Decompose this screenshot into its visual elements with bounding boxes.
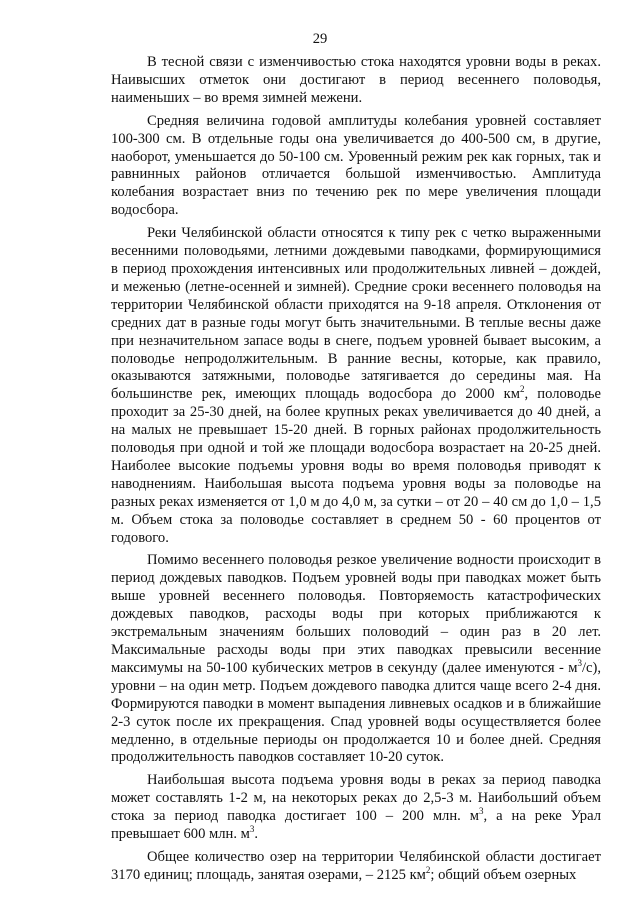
paragraph xyxy=(111,849,601,885)
text-run: Наибольшая высота подъема уровня воды в реках за период паводка может составлять 1-2 м, на некоторых реках до 2,5-3 м. Наибольший объем стока за период паводка достигает 100 – 200 млн. м xyxy=(111,772,601,825)
body-text xyxy=(111,54,601,885)
text-run: Реки Челябинской области относятся к типу рек с четко выраженными весенними половодьями, летними дождевыми паводками, формирующимися в период прохождения интенсивных или продолжительных ливней – дождей, и меженью (летне-осенней и зимней). Средние сроки весеннего половодья на территории Челябинской области приходятся на 9-18 апреля. Отклонения от средних дат в разные годы могут быть значительными. В теплые весны даже при незначительном запасе воды в снеге, подъем уровней бывает высоким, а половодье непродолжительным. В ранние весны, которые, как правило, оказываются затяжными, половодье затягивается до середины мая. На большинстве рек, имеющих площадь водосбора до 2000 км xyxy=(111,225,601,403)
text-run: /с), уровни – на один метр. Подъем дождевого паводка длится чаще всего 2-4 дня. Формируются паводки в момент выпадения ливневых осадков и в ближайшие 2-3 суток после их прекращения. Спад уровней воды осуществляется более медленно, в отдельные периоды он продолжается 10 и более дней. Средняя продолжительность паводков составляет 10-20 суток. xyxy=(111,659,601,766)
text-run: , а на реке Урал превышает 600 млн. м xyxy=(111,808,601,843)
text-run: Средняя величина годовой амплитуды колебания уровней составляет 100-300 см. В отдельные годы она увеличивается до 400-500 см, в другие, наоборот, уменьшается до 50-100 см. Уровенный режим рек как горных, так и равнинных районов отличается большой изменчивостью. Амплитуда колебания возрастает вниз по течению рек по мере увеличения площади водосбора. xyxy=(111,112,601,219)
paragraph xyxy=(111,552,601,767)
text-run: Общее количество озер на территории Челябинской области достигает 3170 единиц; площадь, занятая озерами, – 2125 км xyxy=(111,848,601,883)
superscript: 2 xyxy=(425,865,431,876)
paragraph xyxy=(111,225,601,547)
paragraph xyxy=(111,54,601,108)
page-number: 29 xyxy=(312,31,328,47)
superscript: 3 xyxy=(577,658,582,669)
text-run: . xyxy=(254,826,259,843)
text-run: В тесной связи с изменчивостью стока находятся уровни воды в реках. Наивысших отметок они достигают в период весеннего половодья, наименьших – во время зимней межени. xyxy=(111,54,601,106)
superscript: 3 xyxy=(479,806,484,817)
paragraph xyxy=(111,772,601,844)
text-run: ; общий объем озерных xyxy=(430,866,577,883)
text-run: , половодье проходит за 25-30 дней, на более крупных реках увеличивается до 40 дней, а на малых не превышает 15-20 дней. В горных районах продолжительность половодья при одной и той же площади водосбора возрастает на 20-25 дней. Наиболее высокие подъемы уровня воды во время половодья приводят к наводнениям. Наибольшая высота подъема уровня воды за половодье на разных реках изменяется от 1,0 м до 4,0 м, за сутки – от 20 – 40 см до 1,0 – 1,5 м. Объем стока за половодье составляет в среднем 50 - 60 процентов от годового. xyxy=(111,386,601,546)
text-run: Помимо весеннего половодья резкое увеличение водности происходит в период дождевых паводков. Подъем уровней воды при паводках может быть выше уровней весеннего половодья. Повторяемость катастрофических дождевых паводков, расходы воды при которых приближаются к экстремальным значениям больших половодий – один раз в 20 лет. Максимальные расходы воды при этих паводках превысили весенние максимумы на 50-100 кубических метров в секунду (далее именуются - м xyxy=(111,552,601,676)
superscript: 3 xyxy=(249,824,255,835)
superscript: 2 xyxy=(520,384,525,395)
paragraph xyxy=(111,113,601,220)
